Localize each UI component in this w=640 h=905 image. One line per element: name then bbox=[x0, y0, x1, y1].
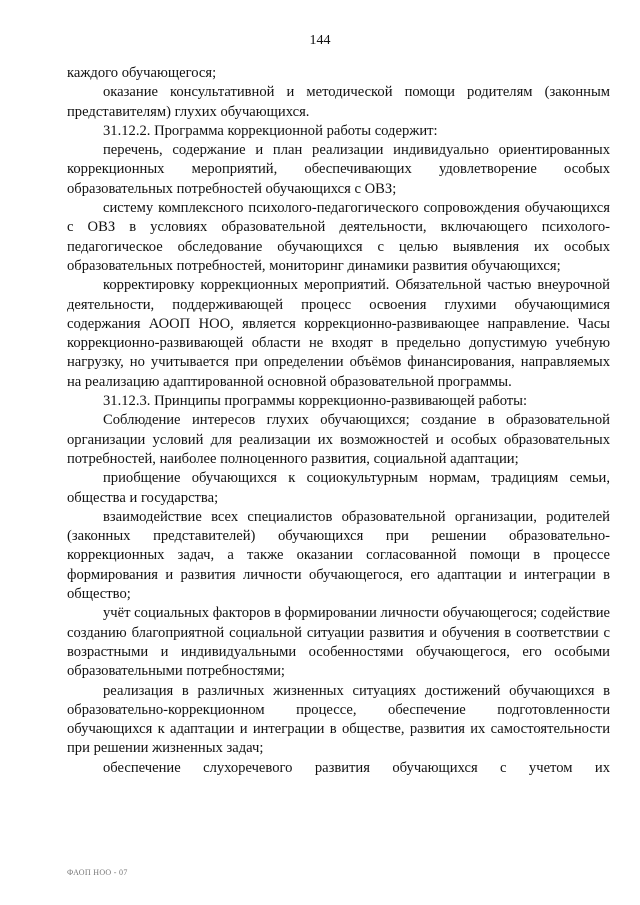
paragraph: учёт социальных факторов в формировании личности обучающегося; содействие созданию благоприятной социальной ситуации развития и обучения в соответствии с возрастными и индивидуальными особенностями обучающегося, его особыми образовательными потребностями; bbox=[67, 605, 610, 680]
paragraph: реализация в различных жизненных ситуациях достижений обучающихся в образовательно-коррекционном процессе, обеспечение подготовленности обучающихся к адаптации и интеграции в обществе, развития их самостоятельности при решении жизненных задач; bbox=[67, 682, 610, 757]
paragraph: Соблюдение интересов глухих обучающихся; создание в образовательной организации условий для реализации их возможностей и особых образовательных потребностей, наиболее полноценного развития, социальной адаптации; bbox=[67, 412, 610, 467]
paragraph: взаимодействие всех специалистов образовательной организации, родителей (законных представителей) обучающихся при решении образовательно-коррекционных задач, а также оказании согласованной помощи в процессе формирования и развития личности обучающегося, его адаптации и интеграции в общество; bbox=[67, 508, 610, 603]
section-heading-31-12-2: 31.12.2. Программа коррекционной работы содержит: bbox=[103, 122, 438, 139]
paragraph: перечень, содержание и план реализации индивидуально ориентированных коррекционных мероприятий, обеспечивающих удовлетворение особых образовательных потребностей обучающихся с ОВЗ; bbox=[67, 142, 610, 197]
paragraph: систему комплексного психолого-педагогического сопровождения обучающихся с ОВЗ в условиях образовательной деятельности, включающего психолого-педагогическое обследование обучающихся с целью выявления их особых образовательных потребностей, мониторинг динамики развития обучающихся; bbox=[67, 200, 610, 274]
paragraph-continued: обеспечение слухоречевого развития обучающихся с учетом их bbox=[103, 759, 610, 776]
paragraph: оказание консультативной и методической помощи родителям (законным представителям) глухих обучающихся. bbox=[67, 84, 610, 120]
document-body bbox=[67, 64, 610, 778]
paragraph: корректировку коррекционных мероприятий. Обязательной частью внеурочной деятельности, поддерживающей процесс освоения глухими обучающимися содержания АООП НОО, является коррекционно-развивающее направление. Часы коррекционно-развивающей области не входят в предельно допустимую учебную нагрузку, но учитывается при определении объёмов финансирования, направляемых на реализацию адаптированной основной образовательной программы. bbox=[67, 277, 610, 390]
paragraph-continuation: каждого обучающегося; bbox=[67, 65, 217, 81]
page-number: 144 bbox=[309, 33, 331, 48]
section-heading-31-12-3: 31.12.3. Принципы программы коррекционно-развивающей работы: bbox=[103, 393, 528, 410]
paragraph: приобщение обучающихся к социокультурным нормам, традициям семьи, общества и государства; bbox=[67, 470, 610, 506]
footer-document-code: ФАОП НОО - 07 bbox=[67, 868, 128, 877]
